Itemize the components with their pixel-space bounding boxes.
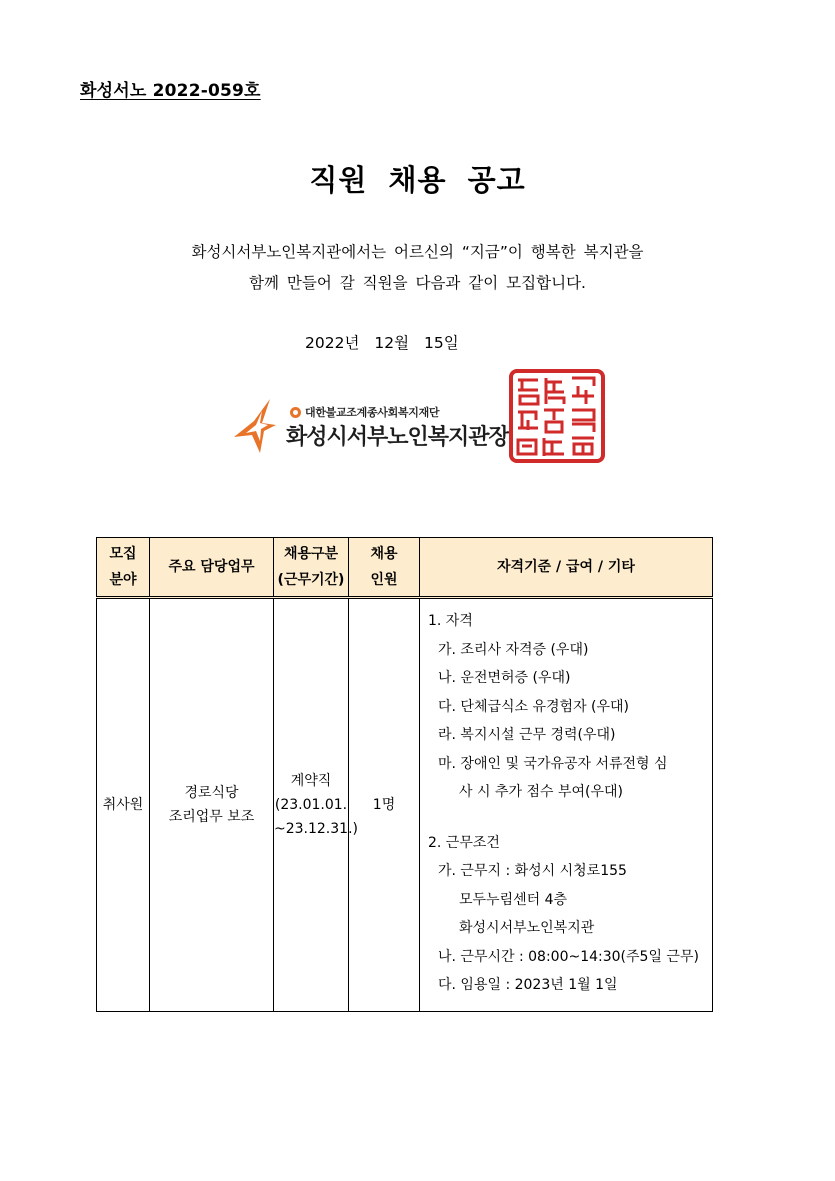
start-date-item: 다. 임용일 : 2023년 1월 1일: [438, 977, 618, 993]
intro-line-1: 화성시서부노인복지관에서는 어르신의 “지금”이 행복한 복지관을: [191, 243, 644, 261]
header-field-line-1: 모집: [109, 546, 137, 562]
foundation-logo-icon: [232, 397, 278, 455]
workplace-item: 가. 근무지 : 화성시 시청로155: [438, 863, 627, 879]
header-count-line-2: 인원: [370, 572, 398, 588]
work-hours-item: 나. 근무시간 : 08:00~14:30(주5일 근무): [438, 948, 699, 965]
qualification-item: 다. 단체급식소 유경험자 (우대): [438, 698, 630, 715]
cell-employment-type: [274, 598, 358, 1012]
header-headcount: [349, 538, 420, 598]
cell-field: 취사원: [97, 598, 150, 1012]
type-line-2: (23.01.01.: [274, 797, 348, 813]
section-spacer: [428, 807, 712, 829]
official-seal-icon: [508, 368, 606, 464]
header-criteria: 자격기준 / 급여 / 기타: [420, 538, 713, 598]
recruitment-table: [96, 537, 713, 1012]
qualification-item-continued: 사 시 추가 점수 부여(우대): [459, 784, 623, 800]
table-row: [97, 598, 713, 1012]
cell-criteria: [420, 598, 713, 1012]
workplace-item-continued: 모두누림센터 4층: [459, 891, 568, 908]
cell-headcount: 1명: [349, 598, 420, 1012]
duty-line-1: 경로식당: [184, 785, 239, 801]
parent-foundation-label: 대한불교조계종사회복지재단: [305, 406, 440, 419]
dharma-wheel-icon: [290, 407, 301, 418]
document-number: 화성서노 2022-059호: [80, 81, 261, 101]
header-type-line-2: (근무기간): [277, 572, 345, 588]
workplace-item-continued: 화성시서부노인복지관: [459, 920, 595, 936]
announcement-date: 2022년 12월 15일: [305, 334, 459, 352]
parent-foundation-name: [290, 404, 439, 420]
type-line-3: ~23.12.31.): [274, 821, 358, 837]
cell-duty: [150, 598, 274, 1012]
qualification-item: 마. 장애인 및 국가유공자 서류전형 심: [438, 755, 668, 772]
organization-head-title: 화성시서부노인복지관장: [286, 425, 509, 450]
type-line-1: 계약직: [290, 773, 332, 789]
header-count-line-1: 채용: [370, 546, 398, 562]
qualification-item: 나. 운전면허증 (우대): [438, 670, 571, 686]
header-employment-type: [274, 538, 349, 598]
page-title: 직원 채용 공고: [309, 163, 526, 197]
qualification-title: 1. 자격: [428, 613, 473, 629]
header-type-line-1: 채용구분: [283, 546, 339, 562]
header-duty: 주요 담당업무: [150, 538, 274, 598]
qualification-item: 가. 조리사 자격증 (우대): [438, 641, 589, 658]
conditions-title: 2. 근무조건: [428, 834, 500, 851]
qualification-item: 라. 복지시설 근무 경력(우대): [438, 727, 616, 743]
table-header-row: [97, 538, 713, 598]
header-field-line-2: 분야: [109, 572, 137, 588]
duty-line-2: 조리업무 보조: [168, 809, 255, 825]
intro-paragraph: [0, 237, 835, 299]
intro-line-2: 함께 만들어 갈 직원을 다음과 같이 모집합니다.: [249, 274, 586, 292]
header-field: [97, 538, 150, 598]
